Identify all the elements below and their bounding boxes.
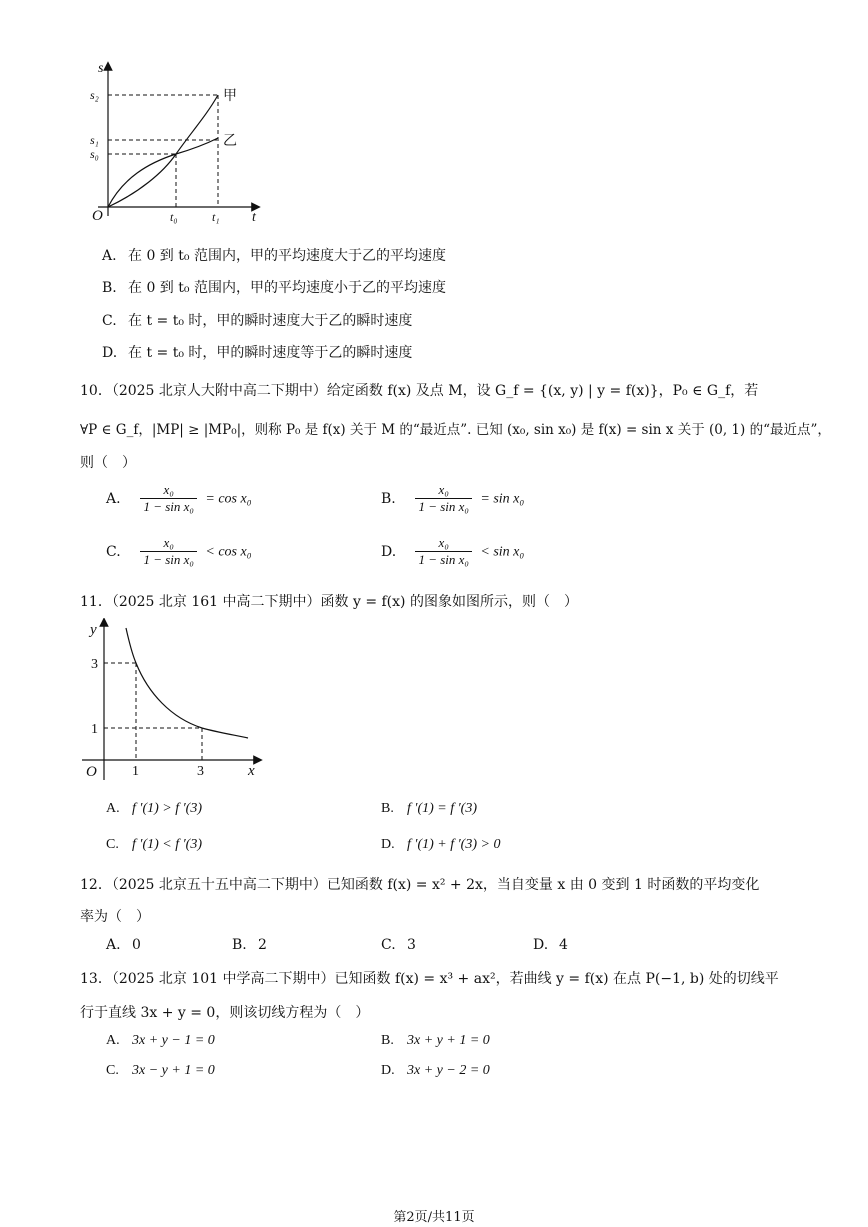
q12-stem-line1: 12．（2025 北京五十五中高二下期中）已知函数 f(x) = x² + 2x，当自变量 x 由 0 变到 1 时函数的平均变化 bbox=[80, 877, 760, 893]
y-axis-label: y bbox=[90, 622, 97, 638]
st-graph-figure bbox=[78, 58, 268, 228]
q12-option-c[interactable]: C. 3 bbox=[381, 937, 416, 953]
q13-stem-line1: 13．（2025 北京 101 中学高二下期中）已知函数 f(x) = x³ + ax²，若曲线 y = f(x) 在点 P(−1, b) 处的切线平 bbox=[80, 971, 779, 987]
q13-option-b[interactable]: B. 3x + y + 1 = 0 bbox=[381, 1033, 490, 1048]
t0-label: t₀ bbox=[170, 210, 178, 224]
q13-option-a[interactable]: A. 3x + y − 1 = 0 bbox=[106, 1033, 215, 1048]
q11-option-a[interactable]: A. f ′(1) > f ′(3) bbox=[106, 801, 202, 816]
curve-yi bbox=[108, 138, 218, 207]
q10-d-fraction: $\frac{\text{x₀}}{\text{1 − sin x₀}}$ bbox=[415, 535, 471, 568]
x-axis-label: t bbox=[252, 210, 256, 225]
q12-stem-line2: 率为（ ） bbox=[80, 909, 150, 925]
q9-option-c[interactable]: C. 在 t = t₀ 时，甲的瞬时速度大于乙的瞬时速度 bbox=[102, 313, 413, 329]
q10-option-c[interactable]: C. $\frac{\text{x₀}}{\text{1 − sin x₀}}$ < cos x₀ bbox=[106, 535, 252, 567]
y3-label: 3 bbox=[91, 657, 98, 672]
q10-stem-line1: 10．（2025 北京人大附中高二下期中）给定函数 f(x) 及点 M，设 G_f = {(x, y) | y = f(x)}，P₀ ∈ G_f，若 bbox=[80, 383, 759, 399]
q9-option-b[interactable]: B. 在 0 到 t₀ 范围内，甲的平均速度小于乙的平均速度 bbox=[102, 280, 446, 296]
q10-a-fraction: $\frac{\text{x₀}}{\text{1 − sin x₀}}$ bbox=[140, 482, 196, 515]
q11-option-c[interactable]: C. f ′(1) < f ′(3) bbox=[106, 837, 202, 852]
page-footer: 第2页/共11页 bbox=[393, 1210, 475, 1225]
t1-label: t₁ bbox=[212, 210, 220, 224]
curve-jia bbox=[108, 95, 218, 207]
x3-label: 3 bbox=[197, 764, 204, 779]
q11-stem: 11．（2025 北京 161 中高二下期中）函数 y = f(x) 的图象如图所示，则（ ） bbox=[80, 594, 578, 610]
q10-option-a[interactable]: A. $\frac{\text{x₀}}{\text{1 − sin x₀}}$ = cos x₀ bbox=[106, 482, 252, 514]
q10-c-fraction: $\frac{\text{x₀}}{\text{1 − sin x₀}}$ bbox=[140, 535, 196, 568]
q10-option-d[interactable]: D. $\frac{\text{x₀}}{\text{1 − sin x₀}}$ < sin x₀ bbox=[381, 535, 525, 567]
q12-option-b[interactable]: B. 2 bbox=[232, 937, 267, 953]
y1-label: 1 bbox=[91, 722, 98, 737]
q10-stem-line2: ∀P ∈ G_f，|MP| ≥ |MP₀|，则称 P₀ 是 f(x) 关于 M 的“最近点”. 已知 (x₀, sin x₀) 是 f(x) = sin x 关于 (0, 1) 的“最近点”， bbox=[80, 422, 831, 438]
q9-option-a[interactable]: A. 在 0 到 t₀ 范围内，甲的平均速度大于乙的平均速度 bbox=[102, 248, 446, 264]
curve-jia-label: 甲 bbox=[223, 89, 237, 104]
y-axis-label: s bbox=[98, 61, 104, 76]
q11-option-b[interactable]: B. f ′(1) = f ′(3) bbox=[381, 801, 477, 816]
origin-label: O bbox=[92, 208, 103, 224]
q13-stem-line2: 行于直线 3x + y = 0，则该切线方程为（ ） bbox=[80, 1005, 370, 1021]
fx-graph-figure bbox=[76, 618, 266, 783]
fx-curve bbox=[126, 628, 248, 738]
origin-label: O bbox=[86, 764, 97, 780]
q10-b-fraction: $\frac{\text{x₀}}{\text{1 − sin x₀}}$ bbox=[415, 482, 471, 515]
x-axis-label: x bbox=[248, 763, 255, 779]
q10-stem-line3: 则（ ） bbox=[80, 455, 136, 471]
q12-option-d[interactable]: D. 4 bbox=[533, 937, 568, 953]
x1-label: 1 bbox=[132, 764, 139, 779]
s0-label: s₀ bbox=[90, 147, 99, 161]
curve-yi-label: 乙 bbox=[223, 134, 237, 149]
q13-option-c[interactable]: C. 3x − y + 1 = 0 bbox=[106, 1063, 215, 1078]
q10-option-b[interactable]: B. $\frac{\text{x₀}}{\text{1 − sin x₀}}$ = sin x₀ bbox=[381, 482, 525, 514]
q13-option-d[interactable]: D. 3x + y − 2 = 0 bbox=[381, 1063, 490, 1078]
q9-option-d[interactable]: D. 在 t = t₀ 时，甲的瞬时速度等于乙的瞬时速度 bbox=[102, 345, 413, 361]
q11-option-d[interactable]: D. f ′(1) + f ′(3) > 0 bbox=[381, 837, 501, 852]
s2-label: s₂ bbox=[90, 88, 99, 102]
s1-label: s₁ bbox=[90, 133, 99, 147]
q12-option-a[interactable]: A. 0 bbox=[106, 937, 141, 953]
